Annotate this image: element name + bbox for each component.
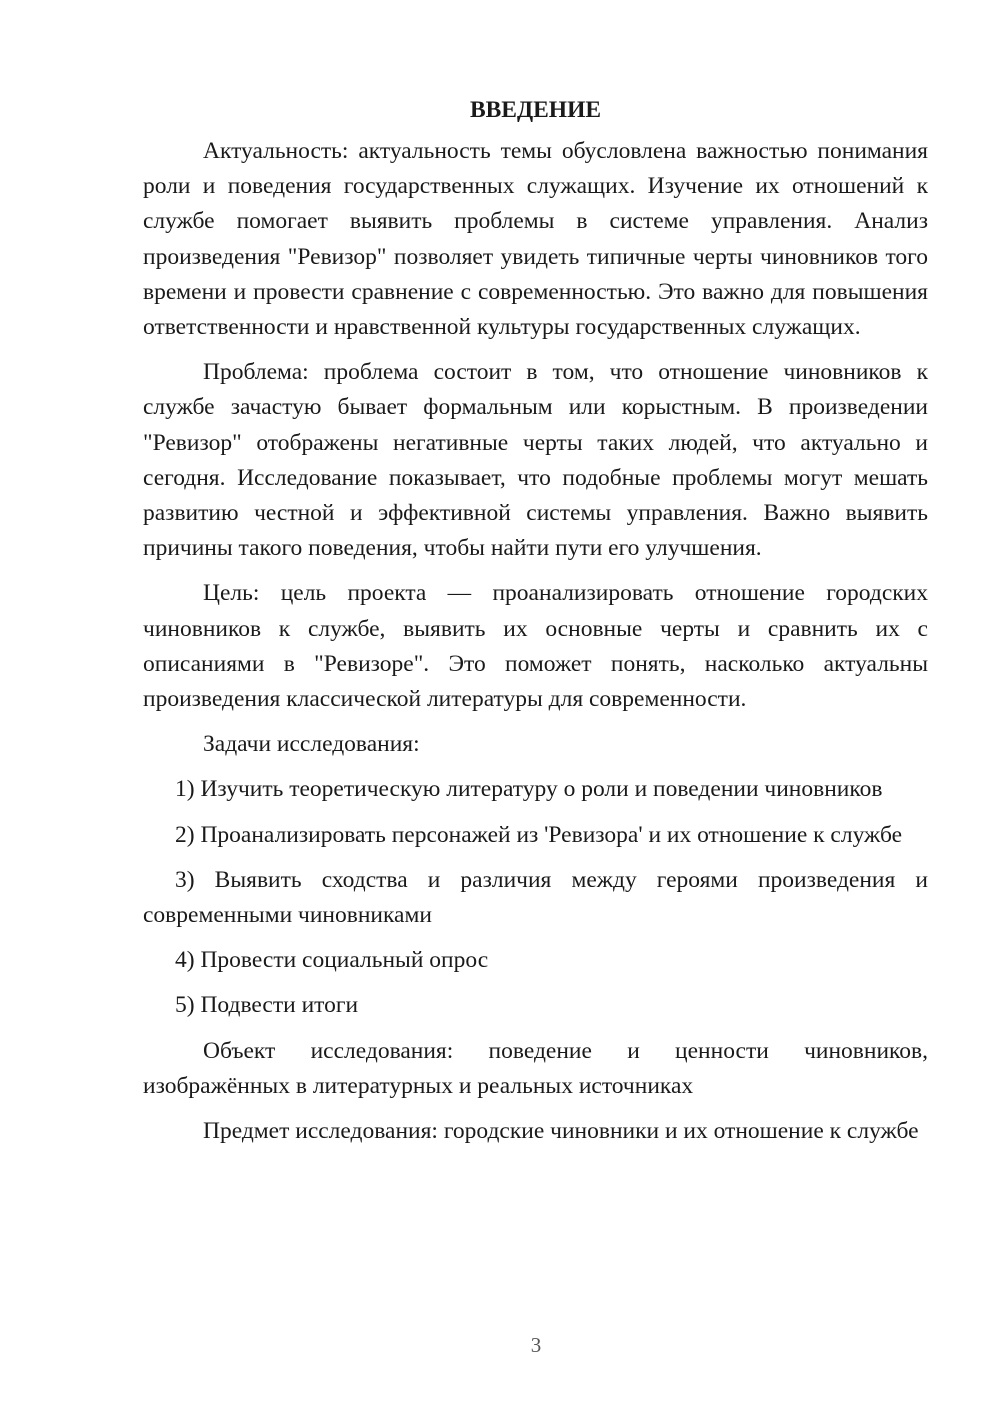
section-title: ВВЕДЕНИЕ [469, 97, 602, 123]
page-number: 3 [530, 1333, 542, 1357]
goal-paragraph: Цель: цель проекта — проанализировать отношение городских чиновников к службе, выявить их основные черты и сравнить их с описаниями в "Ревизоре". Это поможет понять, насколько актуальны произведения классической литературы для современности. [143, 580, 928, 713]
task-item-3: 3) Выявить сходства и различия между героями произведения и современными чиновниками [143, 866, 928, 929]
research-subject-paragraph: Предмет исследования: городские чиновники и их отношение к службе [203, 1118, 919, 1145]
problem-paragraph: Проблема: проблема состоит в том, что отношение чиновников к службе зачастую бывает формальным или корыстным. В произведении "Ревизор" отображены негативные черты таких людей, что актуально и сегодня. Исследование показывает, что подобные проблемы могут мешать развитию честной и эффективной системы управления. Важно выявить причины такого поведения, чтобы найти пути его улучшения. [143, 359, 928, 562]
tasks-heading: Задачи исследования: [203, 731, 420, 758]
task-item-4: 4) Провести социальный опрос [175, 947, 489, 974]
page-content [143, 92, 928, 1159]
task-item-2: 2) Проанализировать персонажей из 'Ревизора' и их отношение к службе [175, 821, 903, 848]
task-item-1: 1) Изучить теоретическую литературу о роли и поведении чиновников [175, 776, 883, 803]
research-object-paragraph: Объект исследования: поведение и ценности чиновников, изображённых в литературных и реальных источниках [143, 1037, 928, 1099]
task-item-5: 5) Подвести итоги [175, 992, 359, 1019]
relevance-paragraph: Актуальность: актуальность темы обусловлена важностью понимания роли и поведения государственных служащих. Изучение их отношений к службе помогает выявить проблемы в системе управления. Анализ произведения "Ревизор" позволяет увидеть типичные черты чиновников того времени и провести сравнение с современностью. Это важно для повышения ответственности и нравственной культуры государственных служащих. [143, 138, 928, 341]
tasks-list [143, 772, 928, 1023]
